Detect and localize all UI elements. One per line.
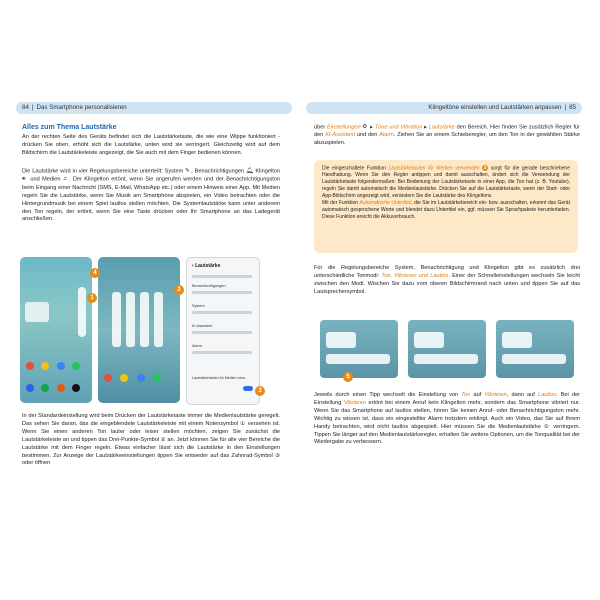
volume-slider[interactable]: [414, 354, 478, 364]
hint-text: Mit der Funktion: [322, 199, 359, 206]
slider-track[interactable]: [192, 275, 252, 278]
paragraph-text: auf: [473, 392, 482, 398]
paragraph-text: Ton, Vibrieren und Lautlos: [381, 272, 449, 279]
paragraph-text: Einstellungen: [326, 124, 361, 131]
hint-text: Die eingeschaltete Funktion: [322, 165, 386, 172]
callout-badge: 5: [343, 372, 353, 382]
volume-slider[interactable]: [502, 354, 566, 364]
quick-tile[interactable]: [414, 332, 444, 348]
paragraph-text: den Bereich. Hier finden Sie zusätzlich Regler für den: [314, 124, 580, 139]
paragraph-text: Töne und Vibration: [374, 124, 423, 131]
paragraph-text: über: [314, 124, 326, 131]
hint-text: Lautstärketasten für Medien verwenden: [388, 165, 480, 172]
paragraph-text: . Ziehen Sie an einem Schieberegler, um den Ton in der gewählten Stärke abzuspielen.: [314, 132, 580, 147]
paragraph-text: KI-Assistent: [325, 132, 356, 139]
hint-text: sorgt für die gerade beschriebene Handhabung. Wenn Sie den Regler antippen und damit ausschalten, ändert sich die Verwendung der Lautstärketaste folgendermaßen: Bei Bedienung der Lautstärketaste in einer App, die Ton hat (z. B. Youtube), regeln Sie damit automatisch die Medienlautstärke. Drücken Sie auf die Lautstärketaste, wenn der Start- oder App-Bildschirm angezeigt wird, verändern Sie die Lautstärke des Klingeltons.: [322, 165, 570, 199]
pencil-icon: ✎: [185, 168, 190, 174]
gear-icon: ⚙: [362, 124, 368, 130]
paragraph: In der Standardeinstellung wird beim Drücken der Lautstärketaste immer die Medienlautstärke geregelt. Das sehen Sie daran, das die eingeblendete Lautstärkeleiste mit einem Notensymbol ① versehen ist. Wenn Sie einen anderen Ton lauter oder leiser stellen möchten, zeigen Sie zunächst die Lautstärkeleiste an und tippen das Drei-Punkte-Symbol ② an. Jetzt können Sie für alle vier Bereiche die Lautstärke mit dem Finger regeln. Etwas einfacher lässt sich die Lautstärke in den Einstellungen bestimmen. Zur Anzeige der Lautstärkeeinstellungen tippen Sie entweder auf das Zahnrad-Symbol ③ oder öffnen: [22, 413, 280, 467]
paragraph: über Einstellungen ⚙ ▸ Töne und Vibration ▸ Lautstärke den Bereich. Hier finden Sie zusätzlich Regler für den KI-Assistent und den Alarm. Ziehen Sie an einem Schieberegler, um den Ton in der gewählten Stärke abzuspielen.: [314, 124, 580, 147]
app-icons-row: [104, 369, 174, 379]
right-page: [300, 0, 600, 600]
phone-screenshot-home: [20, 257, 92, 403]
weather-widget: [25, 302, 49, 322]
volume-slider[interactable]: [112, 292, 121, 347]
quick-tile[interactable]: [502, 332, 532, 348]
page-number: 84: [22, 104, 29, 111]
quick-settings-screenshot: [496, 320, 574, 378]
callout-badge: 2: [174, 285, 184, 295]
paragraph-text: Lautlos: [537, 392, 556, 398]
back-icon[interactable]: ‹: [192, 263, 196, 269]
paragraph-text: . Bei der Einstellung: [314, 392, 580, 406]
volume-bar: [78, 287, 86, 337]
settings-item-label: Lautstärketasten für Medien verw.: [192, 376, 246, 380]
paragraph-text: , Klingelton: [251, 168, 281, 175]
speaker-icon: 🔊︎: [22, 176, 26, 183]
paragraph: [314, 392, 580, 447]
paragraph-text: Vibrieren: [343, 399, 367, 406]
settings-item-label: Benachrichtigungen: [192, 284, 226, 288]
section-heading: Alles zum Thema Lautstärke: [22, 124, 117, 131]
callout-badge: 4: [90, 268, 100, 278]
bell-icon: 🔔︎: [245, 168, 254, 174]
dock-row: [26, 379, 86, 389]
slider-track[interactable]: [192, 291, 252, 294]
volume-slider[interactable]: [154, 292, 163, 347]
hint-text: , die Sie im Lautstärkebereich ein- bzw. ausschalten, erkennt das Gerät automatisch gesprochene Worte und blendet dazu Untertitel ein, ggf. müssen Sie Sprachpakete herunterladen. Diese Funktion ereicht die Akkuverbrauch.: [322, 199, 570, 220]
slider-track[interactable]: [192, 311, 252, 314]
paragraph-text: Jeweils durch einen Tipp wechselt die Einstellung von: [314, 392, 459, 398]
right-page-header: Klingeltöne einstellen und Lautstärken anpassen | 85: [306, 102, 582, 114]
paragraph: [314, 265, 580, 297]
toggle-switch[interactable]: [243, 386, 253, 391]
header-title: Das Smartphone personalisieren: [36, 104, 127, 111]
paragraph-text: Die Lautstärke wird in vier Regelungsbereiche unterteilt: System: [22, 168, 184, 175]
settings-item-label: System: [192, 304, 205, 308]
paragraph-text: Lautstärke: [428, 124, 455, 131]
paragraph-text: Für die Regelungsbereiche System, Benachrichtigung und Klingelton gibt es zusätzlich drei unterschiedliche Tonmodi:: [314, 265, 580, 279]
volume-slider[interactable]: [140, 292, 149, 347]
paragraph-text: , dann auf: [506, 392, 535, 398]
volume-slider[interactable]: [326, 354, 390, 364]
app-icons-row: [26, 357, 86, 367]
paragraph-text: . Einer der Schnelleinstellungen wechseln Sie leicht zwischen den Modi. Wischen Sie dazu vom oberen Bildschirmrand nach unten und tippen Sie auf das Lautsprechersymbol.: [314, 272, 580, 295]
callout-badge: 3: [483, 165, 487, 170]
settings-item-label: KI-Assistent: [192, 324, 213, 328]
paragraph: [22, 168, 280, 224]
quick-tile[interactable]: [326, 332, 356, 348]
paragraph-text: Alarm: [379, 132, 394, 139]
quick-settings-screenshot: [408, 320, 486, 378]
left-page-header: 84 | Das Smartphone personalisieren: [16, 102, 292, 114]
music-note-icon: ♫: [62, 176, 68, 183]
paragraph-text: und Medien: [30, 176, 61, 183]
paragraph-text: Ton: [461, 392, 471, 398]
paragraph-text: , Benachrichtigungen: [191, 168, 245, 175]
paragraph-text: und den: [356, 132, 378, 139]
hint-box: [314, 160, 578, 253]
volume-slider[interactable]: [126, 292, 135, 347]
settings-item-label: Alarm: [192, 344, 202, 348]
header-title: Klingeltöne einstellen und Lautstärken anpassen: [428, 104, 562, 111]
hint-text: Automatische Untertitel: [359, 199, 412, 206]
callout-badge: 1: [87, 293, 97, 303]
settings-title: ‹ Lautstärke: [192, 263, 221, 269]
slider-track[interactable]: [192, 331, 252, 334]
callout-badge: 3: [255, 386, 265, 396]
slider-track[interactable]: [192, 351, 252, 354]
paragraph-text: . Der Klingelton ertönt, wenn Sie angerufen werden und der Benachrichtigungston beim Eingang einer Nachricht (SMS, E-Mail, WhatsApp etc.) oder einem Hinweis einer App. Mit Medien regeln Sie die Lautstärke, wenn Sie Musik am Smartphone abspielen, ein Video betrachten oder die Hintergrundmusik bei einem Spiel lautlos stellen möchten. Die Systemlautstärke kann unter anderem den Ton regeln, der ertönt, wenn Sie eine Taste drücken oder Ihr Smartphone an das Ladegerät anschließen.: [22, 176, 281, 223]
phone-screenshot-volume-sliders: [98, 257, 180, 403]
phone-screenshot-settings: [186, 257, 260, 405]
page-number: 85: [569, 104, 576, 111]
quick-settings-screenshot: [320, 320, 398, 378]
paragraph-text: ertönt bei einem Anruf kein Klingelton mehr, sondern das Smartphone vibriert nur. Wenn Sie das Smartphone auf lautlos stellen, hören Sie keinen Anruf- oder Benachrichtigungston mehr. Wichtig zu wissen ist, dass ein eingestellter Alarm trotzdem erklingt. Auch ein Video, das Sie auf Ihrem Handy betrachten, wird nicht lautlos abgespielt. Hier müssen Sie die Medienlautstärke ⑤ verringern. Tippen Sie länger auf den Medienlautstärkeregler, erhalten Sie weitere Optionen, um die Tonqualität bei der Wiedergabe zu verbessern.: [314, 399, 580, 446]
paragraph-text: Vibrieren: [484, 392, 507, 398]
paragraph: An der rechten Seite des Geräts befindet sich die Lautstärketaste, die wie eine Wippe funktioniert - drücken Sie oben, erhöht sich die Lautstärke, unten wird sie verringert. Gleichzeitig wird auf dem Bildschirm die Lautstärkeleiste angezeigt, die Sie auch mit dem Finger bedienen können.: [22, 134, 280, 156]
